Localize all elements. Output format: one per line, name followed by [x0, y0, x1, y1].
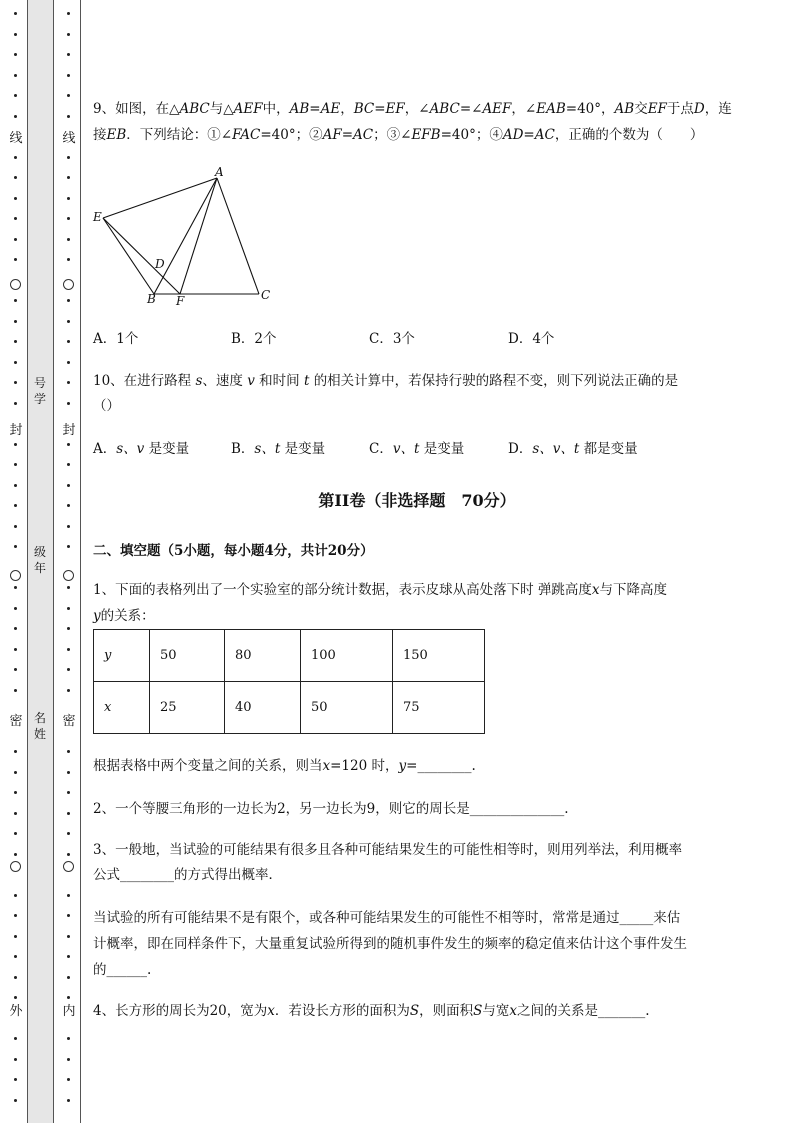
f3-p2-line2: 计概率，即在同样条件下，大量重复试验所得到的随机事件发生的频率的稳定值来估计这个事件发生: [93, 936, 687, 952]
inner-label-nei: 内: [62, 1004, 76, 1019]
binding-dot: [67, 12, 70, 15]
binding-dot: [67, 607, 70, 610]
binding-dot: [67, 340, 70, 343]
binding-dot: [67, 1037, 70, 1040]
binding-dot: [14, 33, 17, 36]
table-cell: 50: [150, 630, 225, 682]
segment-EF: [103, 218, 180, 294]
binding-dot: [14, 197, 17, 200]
binding-dot: [14, 12, 17, 15]
binding-dot: [67, 381, 70, 384]
q10-option-d: D．s、v、t 都是变量: [508, 441, 638, 457]
point-label-C: C: [261, 288, 271, 302]
section-title: 第II卷（非选择题 70分）: [318, 491, 516, 510]
binding-dot: [67, 668, 70, 671]
binding-dot: [14, 94, 17, 97]
binding-dot: [67, 812, 70, 815]
binding-dot: [14, 1037, 17, 1040]
binding-dot: [67, 525, 70, 528]
binding-dot: [67, 1099, 70, 1102]
inner-label-feng: 封: [62, 423, 76, 438]
f1-answer-line: 根据表格中两个变量之间的关系，则当x=120 时，y=________.: [93, 758, 476, 774]
binding-dot: [14, 238, 17, 241]
binding-dot: [14, 258, 17, 261]
f3-line1: 3、一般地，当试验的可能结果有很多且各种可能结果发生的可能性相等时，则用列举法，利用概率: [93, 842, 683, 858]
binding-dot: [14, 976, 17, 979]
binding-dot: [14, 935, 17, 938]
f3-p2-line1: 当试验的所有可能结果不是有限个，或各种可能结果发生的可能性不相等时，常常是通过_____来估: [93, 910, 681, 926]
f1-data-table: [93, 629, 485, 734]
q9-option-c: C．3个: [369, 331, 415, 347]
binding-dot: [14, 914, 17, 917]
binding-dot: [67, 689, 70, 692]
q10-option-b: B．s、t 是变量: [231, 441, 326, 457]
binding-dot: [14, 53, 17, 56]
binding-dot: [14, 381, 17, 384]
binding-dot: [67, 771, 70, 774]
binding-dot: [14, 1078, 17, 1081]
table-row: [94, 630, 485, 682]
point-label-E: E: [93, 210, 102, 224]
fill-in-heading: 二、填空题（5小题，每小题4分，共计20分）: [93, 543, 374, 559]
table-cell: 100: [301, 630, 393, 682]
binding-dot: [14, 996, 17, 999]
binding-dot: [67, 299, 70, 302]
binding-dot: [14, 627, 17, 630]
binding-dot: [14, 115, 17, 118]
binding-dot: [67, 894, 70, 897]
binding-dot: [14, 812, 17, 815]
inner-dotted-line: [62, 0, 76, 1123]
binding-dot: [14, 771, 17, 774]
binding-dot: [67, 832, 70, 835]
binding-ring-icon: [63, 570, 74, 581]
binding-dot: [14, 689, 17, 692]
point-label-B: B: [147, 292, 156, 306]
binding-dot: [14, 853, 17, 856]
binding-dot: [14, 668, 17, 671]
binding-dot: [67, 484, 70, 487]
binding-dot: [14, 955, 17, 958]
binding-dot: [14, 484, 17, 487]
q9-line2: 接EB．下列结论：①∠FAC=40°；②AF=AC；③∠EFB=40°；④AD=AC，正确的个数为（ ）: [93, 127, 704, 143]
q10-line2: （）: [93, 398, 120, 414]
binding-dot: [67, 955, 70, 958]
binding-dot: [67, 914, 70, 917]
binding-dot: [67, 74, 70, 77]
binding-dot: [67, 156, 70, 159]
binding-dot: [67, 627, 70, 630]
binding-dot: [67, 545, 70, 548]
q9-option-a: A．1个: [93, 331, 139, 347]
binding-dot: [14, 648, 17, 651]
binding-margin-line: [80, 0, 81, 1123]
q10-option-a: A．s、v 是变量: [93, 441, 190, 457]
table-cell: 80: [225, 630, 301, 682]
binding-dot: [67, 115, 70, 118]
f2-line: 2、一个等腰三角形的一边长为2，另一边长为9，则它的周长是______________.: [93, 801, 569, 817]
binding-dot: [67, 361, 70, 364]
q9-option-b: B．2个: [231, 331, 277, 347]
outer-label-feng: 封: [9, 423, 23, 438]
binding-ring-icon: [10, 861, 21, 872]
table-cell: 150: [393, 630, 485, 682]
binding-dot: [14, 586, 17, 589]
q9-option-d: D．4个: [508, 331, 555, 347]
binding-dot: [14, 1099, 17, 1102]
segment-AC: [217, 178, 259, 294]
binding-dot: [14, 340, 17, 343]
binding-dot: [67, 197, 70, 200]
point-label-D: D: [155, 257, 165, 271]
binding-dot: [67, 217, 70, 220]
binding-dot: [14, 320, 17, 323]
binding-dot: [67, 750, 70, 753]
point-label-A: A: [215, 165, 224, 179]
binding-dot: [67, 176, 70, 179]
table-cell: 40: [225, 682, 301, 734]
f3-line2: 公式________的方式得出概率．: [93, 867, 282, 883]
binding-dot: [67, 443, 70, 446]
binding-ring-icon: [63, 861, 74, 872]
grade-label: 级年: [33, 545, 46, 575]
binding-ring-icon: [63, 279, 74, 290]
binding-dot: [14, 525, 17, 528]
binding-dot: [14, 791, 17, 794]
q9-triangle-figure: [88, 160, 288, 310]
q9-line1: 9、如图，在△ABC与△AEF中，AB=AE，BC=EF，∠ABC=∠AEF，∠EAB=40°，AB交EF于点D，连: [93, 101, 732, 117]
binding-dot: [67, 320, 70, 323]
segment-EB: [103, 218, 154, 294]
outer-dotted-line: [9, 0, 23, 1123]
binding-dot: [67, 463, 70, 466]
binding-dot: [67, 935, 70, 938]
binding-dot: [67, 996, 70, 999]
segment-EA: [103, 178, 217, 218]
binding-dot: [14, 74, 17, 77]
outer-label-mi: 密: [9, 714, 23, 729]
f1-line1: 1、下面的表格列出了一个实验室的部分统计数据，表示皮球从高处落下时 弹跳高度x与下降高度: [93, 582, 668, 598]
name-label: 名姓: [33, 711, 46, 741]
q10-option-c: C．v、t 是变量: [369, 441, 465, 457]
f1-line2: y的关系：: [93, 608, 155, 624]
inner-label-mi: 密: [62, 714, 76, 729]
outer-label-wai: 外: [9, 1004, 23, 1019]
binding-dot: [67, 238, 70, 241]
binding-dot: [14, 832, 17, 835]
binding-dot: [67, 1058, 70, 1061]
binding-dot: [67, 791, 70, 794]
binding-dot: [67, 586, 70, 589]
binding-dot: [14, 361, 17, 364]
binding-dot: [14, 1058, 17, 1061]
f3-p2-line3: 的______.: [93, 962, 152, 978]
table-row-label: x: [94, 682, 150, 734]
table-cell: 25: [150, 682, 225, 734]
table-cell: 75: [393, 682, 485, 734]
binding-dot: [14, 750, 17, 753]
binding-dot: [14, 607, 17, 610]
student-id-label: 号学: [33, 376, 46, 406]
binding-dot: [14, 217, 17, 220]
table-row: [94, 682, 485, 734]
binding-dot: [67, 53, 70, 56]
binding-dot: [14, 176, 17, 179]
binding-dot: [14, 894, 17, 897]
f4-line: 4、长方形的周长为20，宽为x．若设长方形的面积为S，则面积S与宽x之间的关系是_______.: [93, 1003, 650, 1019]
table-row-label: y: [94, 630, 150, 682]
binding-ring-icon: [10, 570, 21, 581]
binding-dot: [67, 1078, 70, 1081]
binding-dot: [67, 258, 70, 261]
binding-dot: [67, 976, 70, 979]
binding-dot: [67, 402, 70, 405]
binding-ring-icon: [10, 279, 21, 290]
binding-dot: [67, 33, 70, 36]
q10-line1: 10、在进行路程 s、速度 v 和时间 t 的相关计算中，若保持行驶的路程不变，则下列说法正确的是: [93, 373, 679, 389]
table-cell: 50: [301, 682, 393, 734]
binding-dot: [67, 853, 70, 856]
binding-dot: [67, 94, 70, 97]
inner-label-xian: 线: [62, 131, 76, 146]
binding-dot: [14, 156, 17, 159]
binding-dot: [14, 402, 17, 405]
binding-dot: [67, 648, 70, 651]
binding-dot: [14, 443, 17, 446]
binding-dot: [14, 463, 17, 466]
binding-dot: [14, 545, 17, 548]
binding-dot: [14, 299, 17, 302]
point-label-F: F: [176, 294, 185, 308]
outer-label-xian: 线: [9, 131, 23, 146]
